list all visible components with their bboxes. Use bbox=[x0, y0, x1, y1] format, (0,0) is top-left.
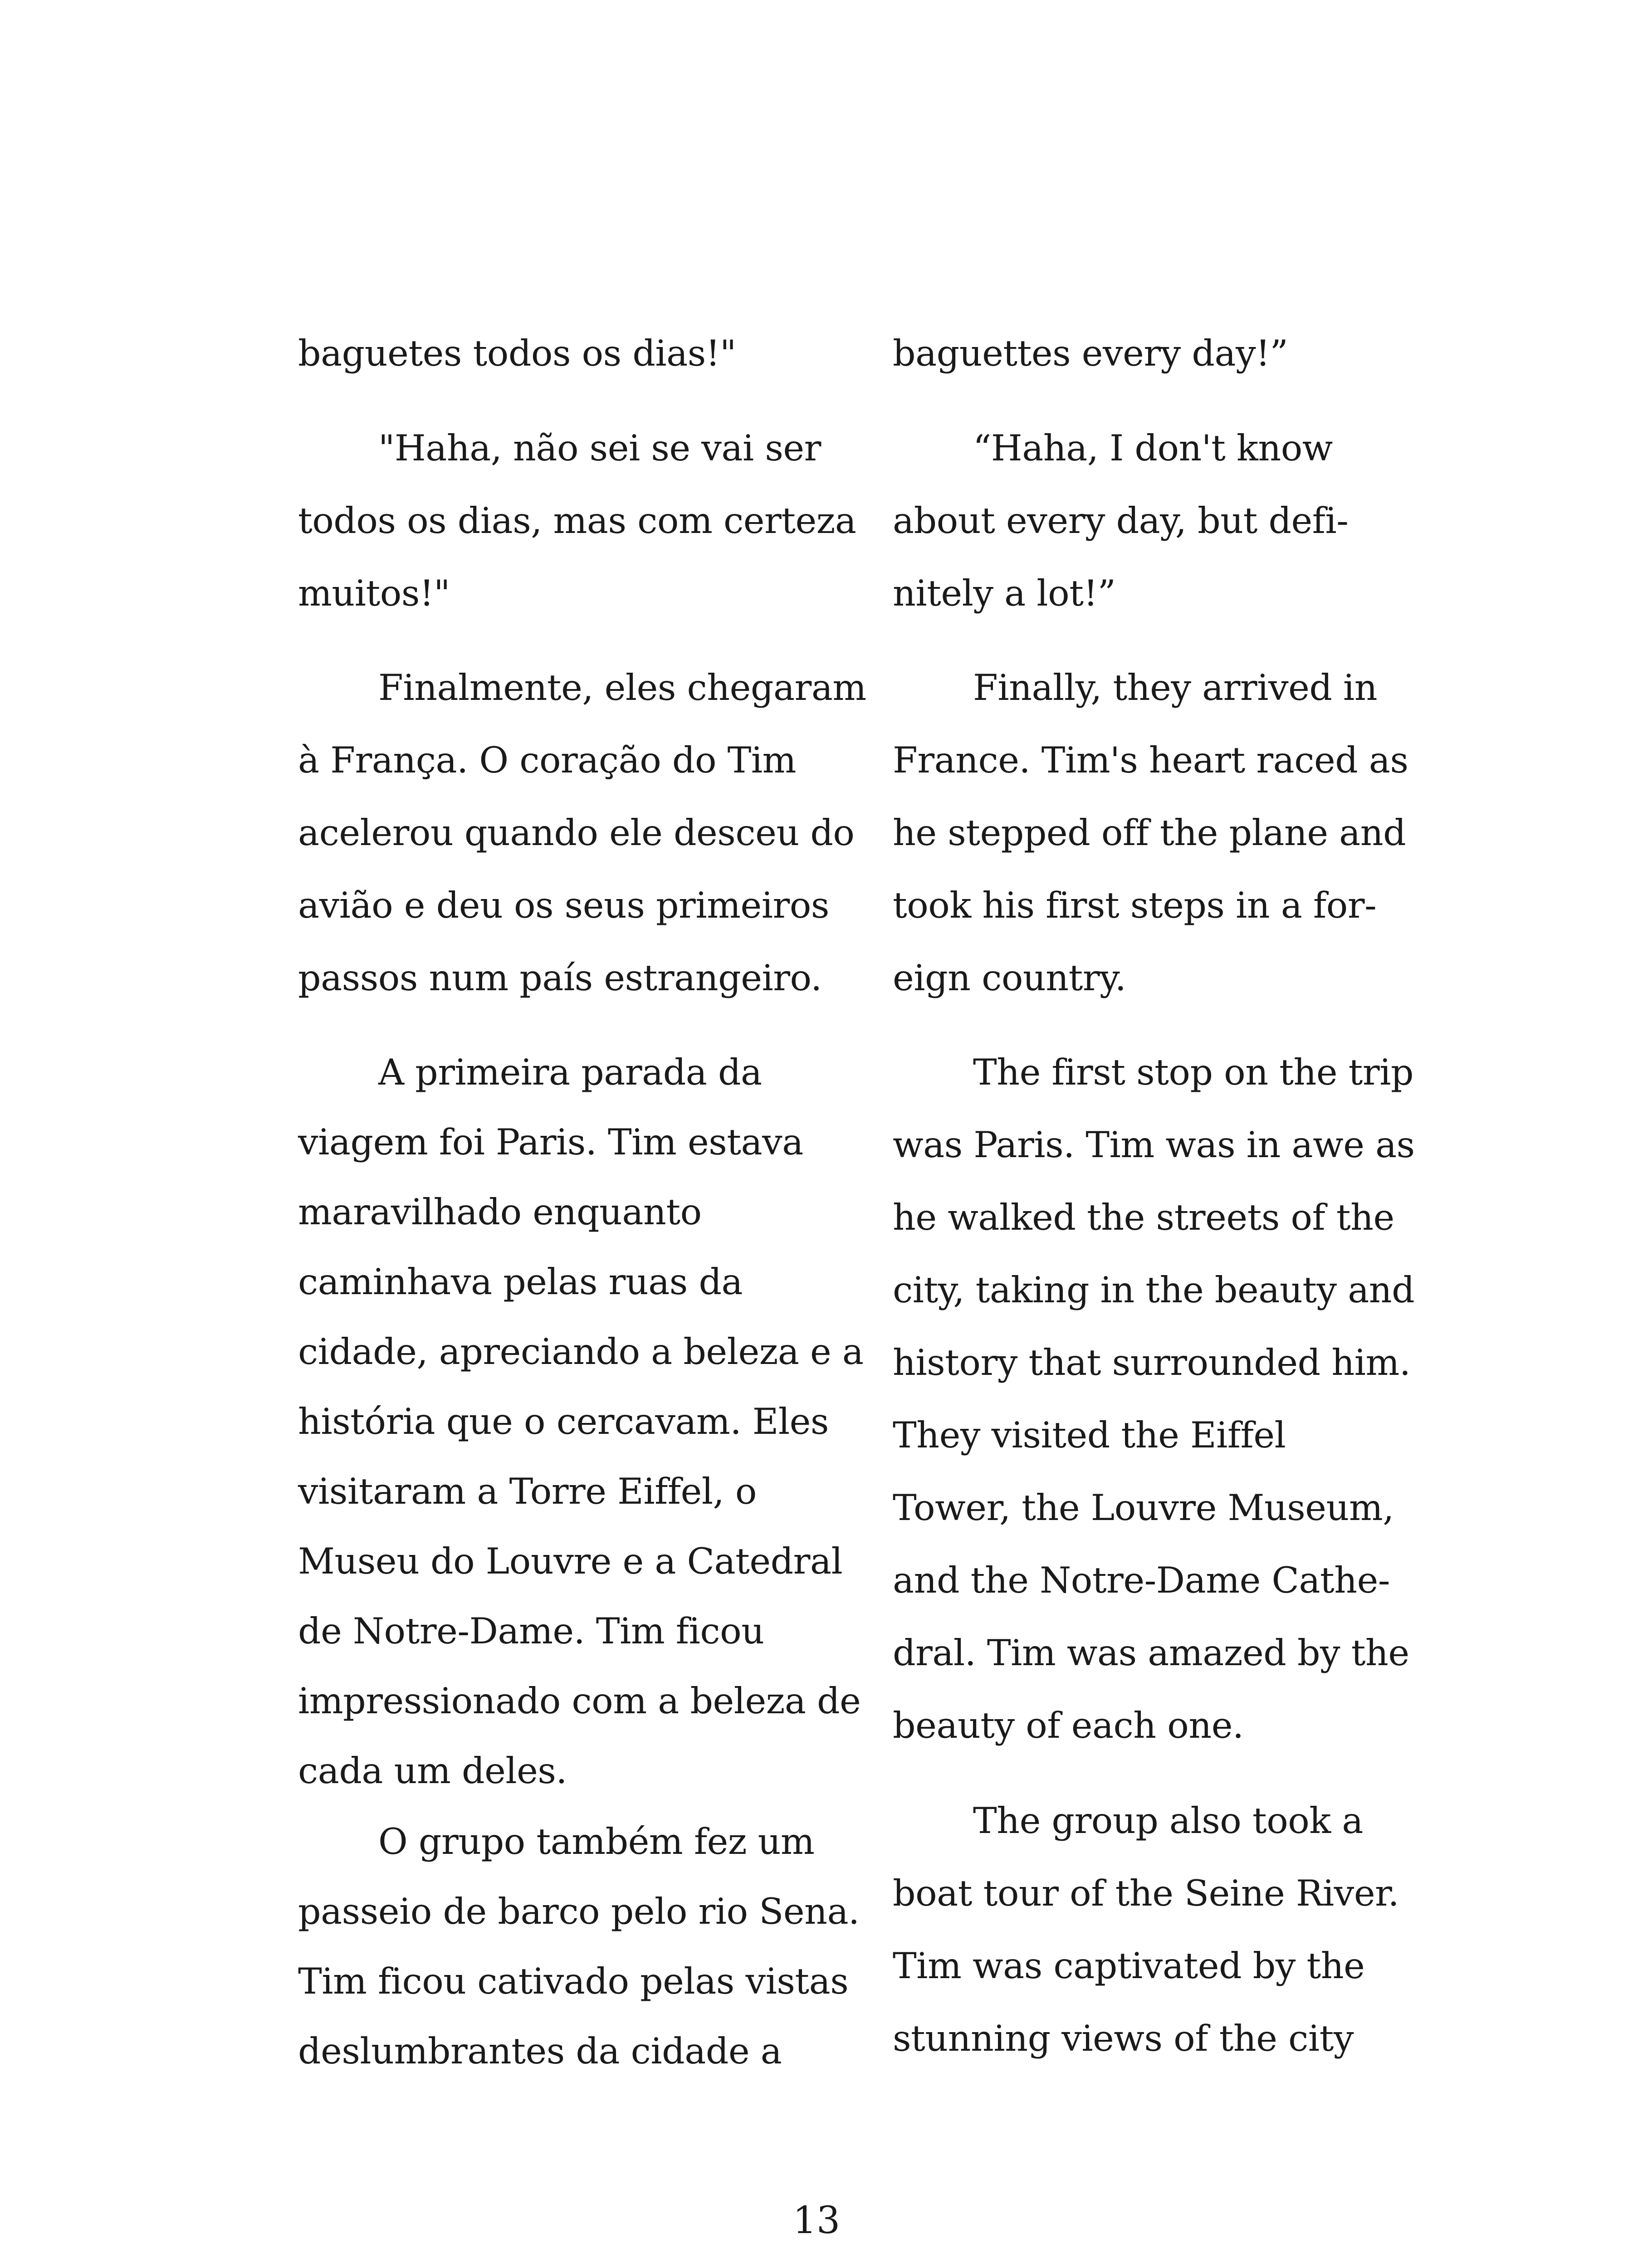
pt-line: caminhava pelas ruas da bbox=[298, 1261, 743, 1303]
pt-line: Museu do Louvre e a Catedral bbox=[298, 1540, 843, 1582]
pt-line: baguetes todos os dias!" bbox=[298, 332, 736, 374]
en-line: eign country. bbox=[893, 957, 1126, 999]
en-line: France. Tim's heart raced as bbox=[893, 739, 1408, 781]
en-line: about every day, but defi- bbox=[893, 500, 1349, 542]
en-line: history that surrounded him. bbox=[893, 1342, 1411, 1383]
pt-line: cidade, apreciando a beleza e a bbox=[298, 1331, 864, 1373]
en-line: he walked the streets of the bbox=[893, 1197, 1394, 1238]
pt-line: "Haha, não sei se vai ser bbox=[378, 427, 821, 469]
en-line: The first stop on the trip bbox=[973, 1051, 1414, 1093]
en-line: was Paris. Tim was in awe as bbox=[893, 1124, 1415, 1166]
pt-line: acelerou quando ele desceu do bbox=[298, 812, 855, 854]
en-line: boat tour of the Seine River. bbox=[893, 1872, 1399, 1914]
pt-line: Tim ficou cativado pelas vistas bbox=[298, 1960, 849, 2002]
pt-line: impressionado com a beleza de bbox=[298, 1680, 861, 1722]
en-line: They visited the Eiffel bbox=[893, 1414, 1286, 1456]
pt-line: cada um deles. bbox=[298, 1750, 567, 1792]
en-line: dral. Tim was amazed by the bbox=[893, 1632, 1409, 1674]
pt-line: de Notre-Dame. Tim ficou bbox=[298, 1610, 764, 1652]
pt-line: viagem foi Paris. Tim estava bbox=[298, 1121, 803, 1163]
pt-line: muitos!" bbox=[298, 572, 450, 614]
en-line: took his first steps in a for- bbox=[893, 885, 1377, 926]
page-number: 13 bbox=[792, 2199, 841, 2242]
en-line: Tower, the Louvre Museum, bbox=[893, 1487, 1394, 1529]
pt-line: maravilhado enquanto bbox=[298, 1191, 702, 1233]
en-line: and the Notre-Dame Cathe- bbox=[893, 1559, 1390, 1601]
pt-line: Finalmente, eles chegaram bbox=[378, 667, 866, 709]
en-line: he stepped off the plane and bbox=[893, 812, 1406, 854]
en-line: The group also took a bbox=[973, 1800, 1363, 1842]
en-line: Finally, they arrived in bbox=[973, 667, 1378, 709]
pt-line: passos num país estrangeiro. bbox=[298, 957, 822, 999]
en-line: nitely a lot!” bbox=[893, 572, 1116, 614]
en-line: “Haha, I don't know bbox=[973, 427, 1333, 469]
en-line: Tim was captivated by the bbox=[893, 1945, 1365, 1987]
pt-line: avião e deu os seus primeiros bbox=[298, 885, 829, 926]
pt-line: todos os dias, mas com certeza bbox=[298, 500, 856, 542]
en-line: city, taking in the beauty and bbox=[893, 1269, 1415, 1311]
pt-line: O grupo também fez um bbox=[378, 1821, 815, 1862]
pt-line: visitaram a Torre Eiffel, o bbox=[298, 1471, 757, 1512]
pt-line: deslumbrantes da cidade a bbox=[298, 2030, 782, 2072]
en-line: beauty of each one. bbox=[893, 1705, 1244, 1746]
pt-line: A primeira parada da bbox=[378, 1051, 762, 1093]
pt-line: à França. O coração do Tim bbox=[298, 739, 797, 781]
en-line: stunning views of the city bbox=[893, 2018, 1354, 2059]
pt-line: passeio de barco pelo rio Sena. bbox=[298, 1891, 860, 1932]
pt-line: história que o cercavam. Eles bbox=[298, 1401, 829, 1442]
en-line: baguettes every day!” bbox=[893, 332, 1288, 374]
